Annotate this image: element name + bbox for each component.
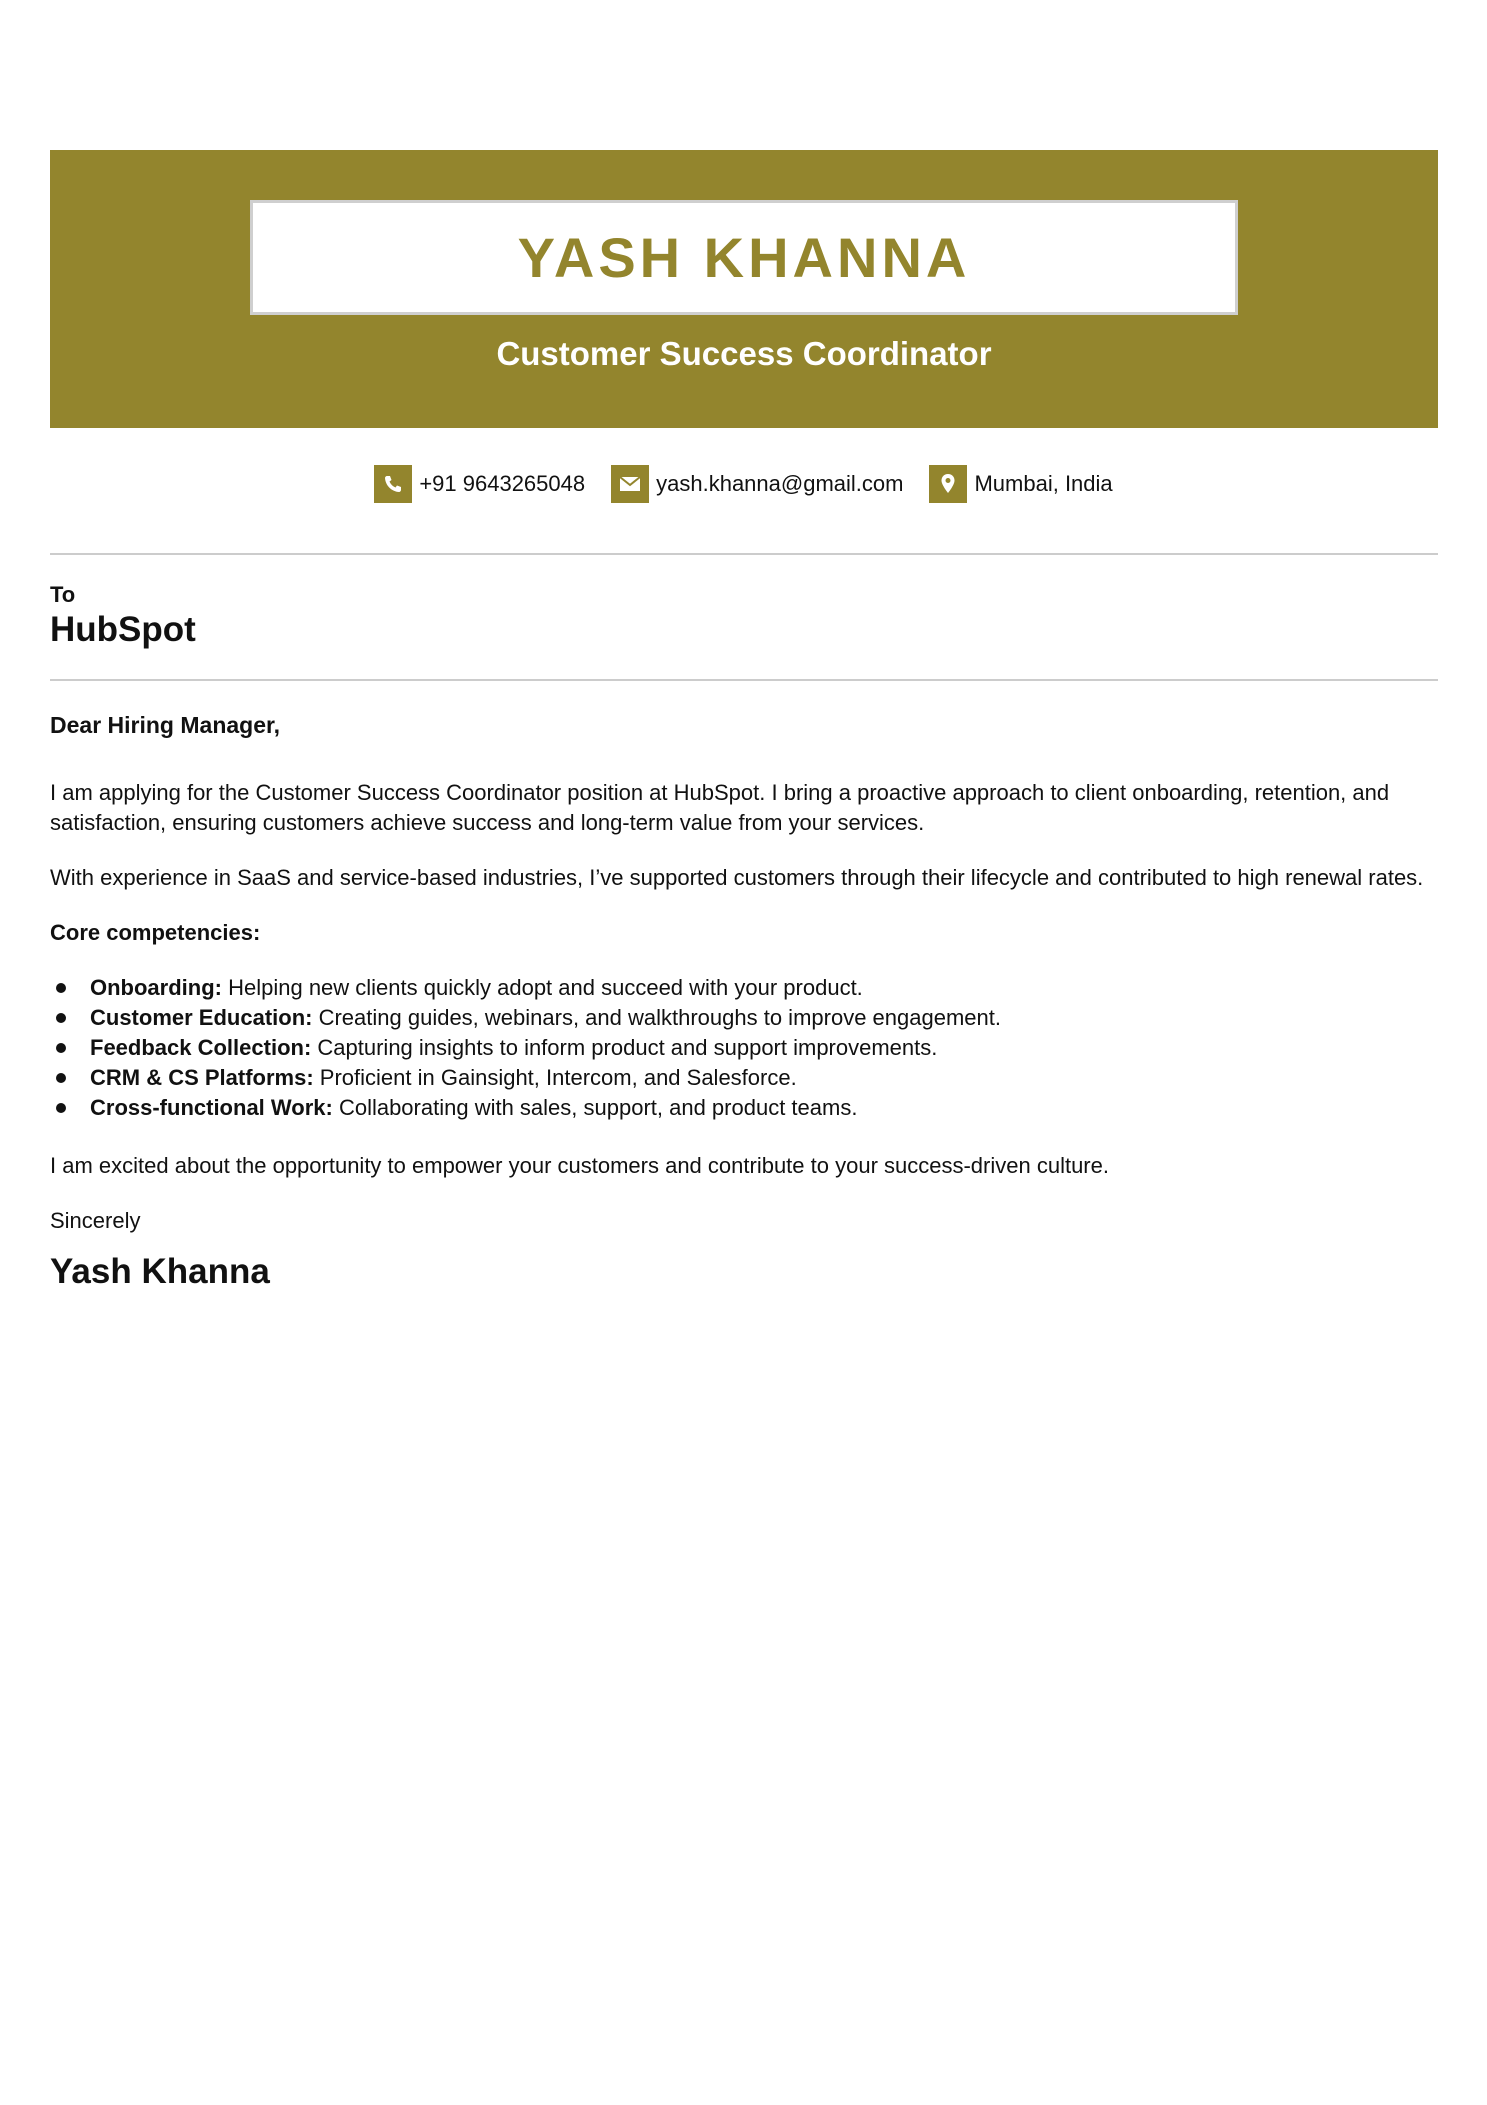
competencies-heading: Core competencies: xyxy=(50,920,261,945)
competency-term: CRM & CS Platforms: xyxy=(90,1065,314,1090)
job-title: Customer Success Coordinator xyxy=(496,335,992,372)
divider-bottom xyxy=(50,679,1438,681)
phone-icon xyxy=(374,465,412,503)
list-item xyxy=(50,1033,1438,1063)
competency-text: Creating guides, webinars, and walkthroughs to improve engagement. xyxy=(312,1005,1001,1030)
applicant-name: YASH KHANNA xyxy=(517,226,971,289)
competency-term: Customer Education: xyxy=(90,1005,313,1030)
list-item xyxy=(50,1063,1438,1093)
contact-email xyxy=(611,465,903,503)
paragraph-intro: I am applying for the Customer Success Coordinator position at HubSpot. I bring a proactive approach to client onboarding, retention, and satisfaction, ensuring customers achieve success and long-term value from your services. xyxy=(50,780,1390,835)
divider-top xyxy=(50,553,1438,555)
competency-text: Capturing insights to inform product and support improvements. xyxy=(311,1035,938,1060)
paragraph-experience: With experience in SaaS and service-based industries, I’ve supported customers through their lifecycle and contributed to high renewal rates. xyxy=(50,865,1424,890)
list-item xyxy=(50,1003,1438,1033)
recipient-company: HubSpot xyxy=(50,610,196,649)
envelope-icon xyxy=(611,465,649,503)
competency-text: Helping new clients quickly adopt and succeed with your product. xyxy=(221,975,863,1000)
salutation: Dear Hiring Manager, xyxy=(50,712,281,738)
contact-phone xyxy=(374,465,585,503)
to-label: To xyxy=(50,582,76,607)
competency-term: Cross-functional Work: xyxy=(90,1095,333,1120)
competency-term: Feedback Collection: xyxy=(90,1035,312,1060)
signature-name: Yash Khanna xyxy=(50,1252,270,1291)
email-address: yash.khanna@gmail.com xyxy=(656,471,904,496)
name-box xyxy=(250,200,1238,315)
header-band xyxy=(50,150,1438,428)
letter-body xyxy=(50,710,1438,1294)
map-pin-icon xyxy=(929,465,967,503)
contact-location xyxy=(929,465,1112,503)
list-item xyxy=(50,1093,1438,1123)
sign-off: Sincerely xyxy=(50,1208,141,1233)
competencies-list xyxy=(50,973,1438,1123)
paragraph-closing: I am excited about the opportunity to empower your customers and contribute to your success-driven culture. xyxy=(50,1153,1109,1178)
competency-text: Proficient in Gainsight, Intercom, and Salesforce. xyxy=(313,1065,797,1090)
list-item xyxy=(50,973,1438,1003)
competency-text: Collaborating with sales, support, and product teams. xyxy=(332,1095,858,1120)
competency-term: Onboarding: xyxy=(90,975,222,1000)
location-text: Mumbai, India xyxy=(974,471,1113,496)
contact-row xyxy=(0,465,1487,503)
phone-number: +91 9643265048 xyxy=(419,471,586,496)
